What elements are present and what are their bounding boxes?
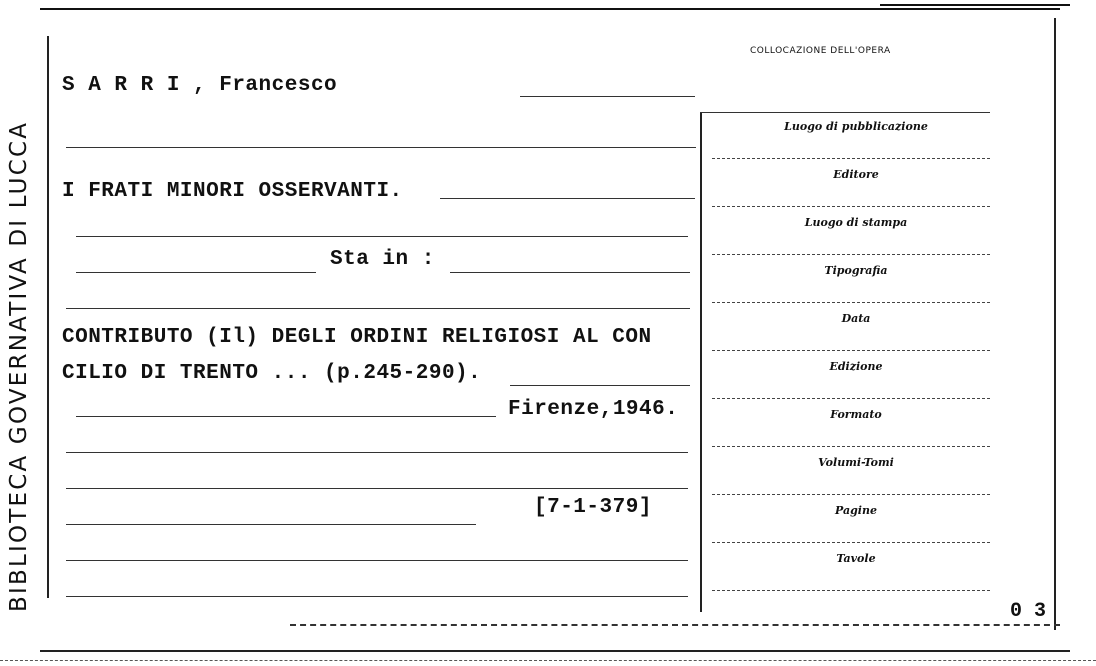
- card-border-left: [47, 36, 49, 598]
- collocation-field-label: Volumi-Tomi: [818, 456, 894, 469]
- card-border-bottom: [40, 650, 1070, 652]
- ruled-line: [76, 272, 316, 273]
- collocation-field-label: Data: [841, 312, 871, 325]
- library-name: BIBLIOTECA GOVERNATIVA DI LUCCA: [6, 120, 32, 612]
- card-border-top-right: [880, 4, 1070, 6]
- panel-divider: [700, 112, 702, 612]
- collocation-field-line: [712, 254, 990, 255]
- collocation-field-label: Tipografia: [824, 264, 888, 277]
- shelfmark: [7-1-379]: [534, 496, 652, 519]
- card-border-bottom-dashed: [290, 624, 1060, 626]
- ruled-line: [76, 236, 688, 237]
- collocation-field-line: [712, 158, 990, 159]
- ruled-line: [66, 147, 696, 148]
- collocation-field-label: Formato: [830, 408, 882, 421]
- collocation-field-line: [712, 206, 990, 207]
- place-year: Firenze,1946.: [508, 398, 679, 421]
- collocation-field-label: Luogo di pubblicazione: [784, 120, 928, 133]
- author-name: S A R R I , Francesco: [62, 74, 338, 97]
- card-border-right: [1054, 18, 1056, 630]
- collocation-field-label: Tavole: [836, 552, 876, 565]
- ruled-line: [66, 452, 688, 453]
- collocation-field-line: [712, 494, 990, 495]
- panel-rule: [700, 112, 990, 113]
- ruled-line: [450, 272, 690, 273]
- collocation-field-label: Pagine: [835, 504, 877, 517]
- collocation-field-line: [712, 590, 990, 591]
- source-title-line1: CONTRIBUTO (Il) DEGLI ORDINI RELIGIOSI AL CON: [62, 326, 652, 349]
- sta-in-label: Sta in :: [330, 248, 435, 271]
- collocation-field-label: Editore: [833, 168, 879, 181]
- ruled-line: [66, 560, 688, 561]
- collocation-heading: COLLOCAZIONE DELL'OPERA: [750, 46, 891, 56]
- ruled-line: [440, 198, 695, 199]
- ruled-line: [66, 596, 688, 597]
- collocation-field-line: [712, 302, 990, 303]
- card-edge: [0, 660, 1096, 661]
- work-title: I FRATI MINORI OSSERVANTI.: [62, 180, 403, 203]
- ruled-line: [76, 416, 496, 417]
- source-title-line2: CILIO DI TRENTO ... (p.245-290).: [62, 362, 482, 385]
- collocation-field-label: Luogo di stampa: [804, 216, 908, 229]
- ruled-line: [66, 488, 688, 489]
- collocation-field-label: Edizione: [829, 360, 883, 373]
- collocation-field-line: [712, 398, 990, 399]
- collocation-field-line: [712, 446, 990, 447]
- ruled-line: [510, 385, 690, 386]
- corner-mark: 0 3: [1010, 600, 1047, 623]
- ruled-line: [520, 96, 695, 97]
- collocation-field-line: [712, 542, 990, 543]
- collocation-field-line: [712, 350, 990, 351]
- ruled-line: [66, 524, 476, 525]
- card-border-top: [40, 8, 1060, 10]
- ruled-line: [66, 308, 690, 309]
